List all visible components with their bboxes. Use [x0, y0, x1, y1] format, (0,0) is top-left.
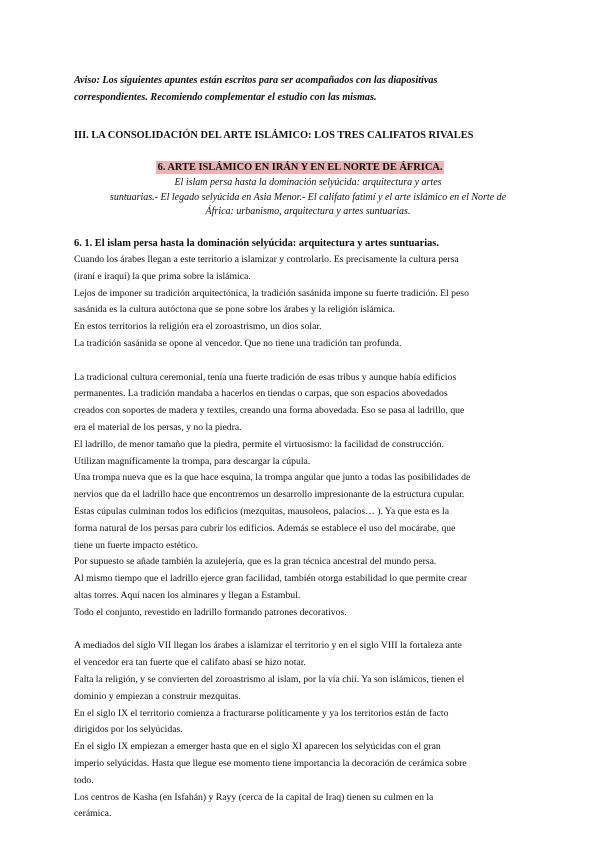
body-text — [74, 252, 534, 823]
body-line: tiene un fuerte impacto estético. — [74, 539, 199, 551]
body-line: forma natural de los persas para cubrir los edificios. Además se establece el uso del mocárabe, que — [74, 522, 456, 534]
main-title: III. LA CONSOLIDACIÓN DEL ARTE ISLÁMICO: LOS TRES CALIFATOS RIVALES — [74, 130, 474, 141]
body-line: La tradición sasánida se opone al vencedor. Que no tiene una tradición tan profunda. — [74, 337, 402, 349]
body-line: el vencedor era tan fuerte que el califato abasí se hizo notar. — [74, 657, 306, 669]
body-line: cerámica. — [74, 808, 112, 820]
body-line: Por supuesto se añade también la azulejería, que es la gran técnica ancestral del mundo persa. — [74, 556, 437, 568]
body-line: era el material de los persas, y no la piedra. — [74, 421, 242, 433]
section-title — [0, 160, 600, 176]
body-line: sasánida es la cultura autóctona que se pone sobre los árabes y la religión islámica. — [74, 304, 395, 316]
body-line: En estos territorios la religión era el zoroastrismo, un dios solar. — [74, 321, 322, 333]
body-line: creados con soportes de madera y textiles, creando una forma abovedada. Eso se pasa al ladrillo, que — [74, 405, 465, 417]
notice-text — [74, 72, 534, 106]
body-line: Al mismo tiempo que el ladrillo ejerce gran facilidad, también otorga estabilidad lo que permite crear — [74, 573, 468, 585]
notice-line: Aviso: Los siguientes apuntes están escritos para ser acompañados con las diapositivas — [74, 75, 438, 86]
body-line: Utilizan magníficamente la trompa, para descargar la cúpula. — [74, 455, 311, 467]
subsection-title: 6. 1. El islam persa hasta la dominación selyúcida: arquitectura y artes suntuarias. — [74, 238, 439, 249]
notice-line: correspondientes. Recomiendo complementar el estudio con las mismas. — [74, 92, 377, 103]
body-line: Estas cúpulas culminan todos los edificios (mezquitas, mausoleos, palacios… ). Ya que esta es la — [74, 505, 450, 517]
body-line: En el siglo IX empiezan a emerger hasta que en el siglo XI aparecen los selyúcidas con el gran — [74, 741, 441, 753]
body-line: imperio selyúcidas. Hasta que llegue ese momento tiene importancia la decoración de cerámica sobre — [74, 757, 467, 769]
body-line: dominio y empiezan a construir mezquitas. — [74, 690, 241, 702]
intro-line: suntuarias.- El legado selyúcida en Asia Menor.- El califato fatimí y el arte islámico en el Norte de — [109, 191, 507, 203]
body-line: Lejos de imponer su tradición arquitectónica, la tradición sasánida impone su fuerte tradición. El peso — [74, 287, 469, 299]
body-line: altas torres. Aquí nacen los alminares y llegan a Estambul. — [74, 589, 301, 601]
body-line: Los centros de Kasha (en Isfahán) y Rayy (cerca de la capital de Iraq) tienen su culmen en la — [74, 791, 434, 803]
body-line: Falta la religión, y se convierten del zoroastrismo al islam, por la vía chií. Ya son islámicos, tienen el — [74, 673, 465, 685]
section-title-highlight: 6. ARTE ISLÁMICO EN IRÁN Y EN EL NORTE DE ÁFRICA. — [157, 162, 443, 173]
body-line: A mediados del siglo VII llegan los árabes a islamizar el territorio y en el siglo VIII la fortaleza ante — [74, 640, 462, 652]
body-line: Cuando los árabes llegan a este territorio a islamizar y controlarlo. Es precisamente la cultura persa — [74, 254, 459, 265]
body-line: nervios que da el ladrillo hace que encontremos un desarrollo impresionante de la estructura cupular. — [74, 489, 465, 501]
body-line: La tradicional cultura ceremonial, tenía una fuerte tradición de esas tribus y aunque había edificios — [74, 371, 457, 383]
body-line: El ladrillo, de menor tamaño que la piedra, permite el virtuosismo: la facilidad de construcción. — [74, 438, 444, 450]
paragraph-gap — [74, 353, 534, 370]
body-line: Todo el conjunto, revestido en ladrillo formando patrones decorativos. — [74, 606, 347, 618]
body-line: En el siglo IX el territorio comienza a fracturarse políticamente y ya los territorios están de facto — [74, 707, 449, 719]
section-intro — [70, 176, 546, 220]
body-line: permanentes. La tradición mandaba a hacerlos en tiendas o carpas, que son espacios abovedados — [74, 388, 448, 400]
intro-line: África: urbanismo, arquitectura y artes suntuarias. — [205, 206, 411, 217]
body-line: (iraní e iraquí) la que prima sobre la islámica. — [74, 270, 251, 282]
paragraph-gap — [74, 622, 534, 639]
body-line: Una trompa nueva que es la que hace esquina, la trompa angular que junto a todas las posibilidades de — [74, 472, 471, 484]
body-line: todo. — [74, 774, 94, 786]
body-line: dirigidos por los selyúcidas. — [74, 724, 183, 736]
intro-line: El islam persa hasta la dominación selyúcida: arquitectura y artes — [174, 177, 442, 188]
